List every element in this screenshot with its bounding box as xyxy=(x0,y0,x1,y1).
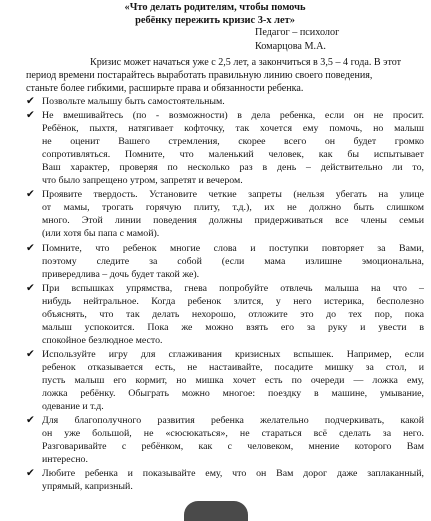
list-item-line: Помните, что ребенок многие слова и поступки повторяет за Вами, xyxy=(42,242,424,254)
intro-line-3: станьте более гибкими, расширьте права и обязанности ребенка. xyxy=(26,82,304,94)
list-item-line: Используйте игру для сглаживания кризисных вспышек. Например, если xyxy=(42,348,424,360)
author-role: Педагог – психолог xyxy=(255,27,340,38)
list-item-line: объяснять, что так делать нехорошо, отложите это до тех пор, пока xyxy=(42,308,424,320)
list-item-line: сопротивляться. Помните, что маленький человек, как бы испытывает xyxy=(42,149,424,161)
list-item-line: Разговаривайте с ребёнком, как с человеком, мнение которого Вам xyxy=(42,441,424,453)
list-item-line: малыш успокоится. Пока же можно взять его за руку и увести в xyxy=(42,321,424,333)
list-item-line: нибудь нейтральное. Когда ребенок злится, у него истерика, бесполезно xyxy=(42,295,424,307)
list-item-text xyxy=(42,109,424,187)
list-item-line: поэтому следите за собой (если мама излишне эмоциональна, xyxy=(42,255,424,267)
tips-list xyxy=(26,95,426,494)
check-icon: ✔ xyxy=(26,467,35,480)
list-item-line: Любите ребенка и показывайте ему, что он Вам дорог даже заплаканный, xyxy=(42,468,424,480)
list-item xyxy=(26,109,426,187)
list-item xyxy=(26,282,426,347)
list-item-line: (или хотя бы папа с мамой). xyxy=(42,228,160,240)
list-item xyxy=(26,348,426,413)
list-item-line: Проявите твердость. Установите четкие запреты (нельзя убегать на улице xyxy=(42,189,424,201)
list-item-line: привередлива – дочь будет такой же). xyxy=(42,268,200,280)
list-item-line: Не вмешивайтесь (по - возможности) в дела ребенка, если он не просит. xyxy=(42,110,424,122)
list-item-text xyxy=(42,282,424,347)
list-item-line: спокойное безлюдное место. xyxy=(42,334,163,346)
list-item-line: Ребёнок, пыхтя, натягивает кофточку, так хочется ему помочь, но малыш xyxy=(42,123,424,135)
check-icon: ✔ xyxy=(26,414,35,427)
intro-line-2: период времени постарайтесь выработать правильную линию своего поведения, xyxy=(26,69,373,81)
list-item-text xyxy=(42,188,424,240)
list-item-line: от мамы, трогать горячую плиту, т.д.), их не должно быть слишком xyxy=(42,202,424,214)
list-item xyxy=(26,467,426,493)
check-icon: ✔ xyxy=(26,281,35,294)
list-item-line: не оценит Вашего стремления, скорее всего он будет громко xyxy=(42,136,424,148)
list-item-text xyxy=(42,95,424,108)
page-overlay-tab xyxy=(184,501,248,521)
list-item-line: интересно. xyxy=(42,454,88,466)
list-item-line: Позвольте малышу быть самостоятельным. xyxy=(42,96,225,107)
intro-paragraph xyxy=(26,57,422,96)
list-item-line: пусть малыш его кормит, но мишка хочет есть по очереди — ложка ему, xyxy=(42,374,424,386)
check-icon: ✔ xyxy=(26,347,35,360)
title-line-1: «Что делать родителям, чтобы помочь xyxy=(124,2,306,13)
list-item-line: Для благополучного развития ребенка желательно подчеркивать, какой xyxy=(42,415,424,427)
list-item-text xyxy=(42,242,424,281)
list-item-text xyxy=(42,414,424,466)
list-item-line: упрямый, капризный. xyxy=(42,481,133,493)
list-item xyxy=(26,242,426,281)
title-line-2: ребёнку пережить кризис 3-х лет» xyxy=(135,15,295,26)
list-item-line: одевание и т.д. xyxy=(42,401,104,413)
check-icon: ✔ xyxy=(26,109,35,122)
list-item-line: Ваш характер, проверяя по несколько раз в день – действительно ли то, xyxy=(42,162,424,174)
list-item xyxy=(26,95,426,108)
list-item-line: ложка ребёнку. Обыграть можно многое: поездку в машине, умывание, xyxy=(42,388,424,400)
list-item xyxy=(26,414,426,466)
list-item-line: он уже большой, не «сюсюкаться», не стараться всё сделать за него. xyxy=(42,428,424,440)
list-item-text xyxy=(42,348,424,413)
author-name: Комарцова М.А. xyxy=(255,41,326,52)
list-item xyxy=(26,188,426,240)
list-item-line: что было запрещено утром, запретят и вечером. xyxy=(42,175,243,187)
check-icon: ✔ xyxy=(26,188,35,201)
check-icon: ✔ xyxy=(26,241,35,254)
list-item-line: ребенок отказывается есть, не настаивайте, посадите мишку за стол, и xyxy=(42,361,424,373)
document-title xyxy=(80,1,350,27)
intro-line-1: Кризис может начаться уже с 2,5 лет, а закончиться в 3,5 – 4 года. В этот xyxy=(90,57,402,68)
list-item-line: При вспышках упрямства, гнева попробуйте отвлечь малыша на что – xyxy=(42,282,424,294)
check-icon: ✔ xyxy=(26,95,35,107)
list-item-text xyxy=(42,467,424,493)
list-item-line: много. Этой линии поведения должны придерживаться все члены семьи xyxy=(42,215,424,227)
